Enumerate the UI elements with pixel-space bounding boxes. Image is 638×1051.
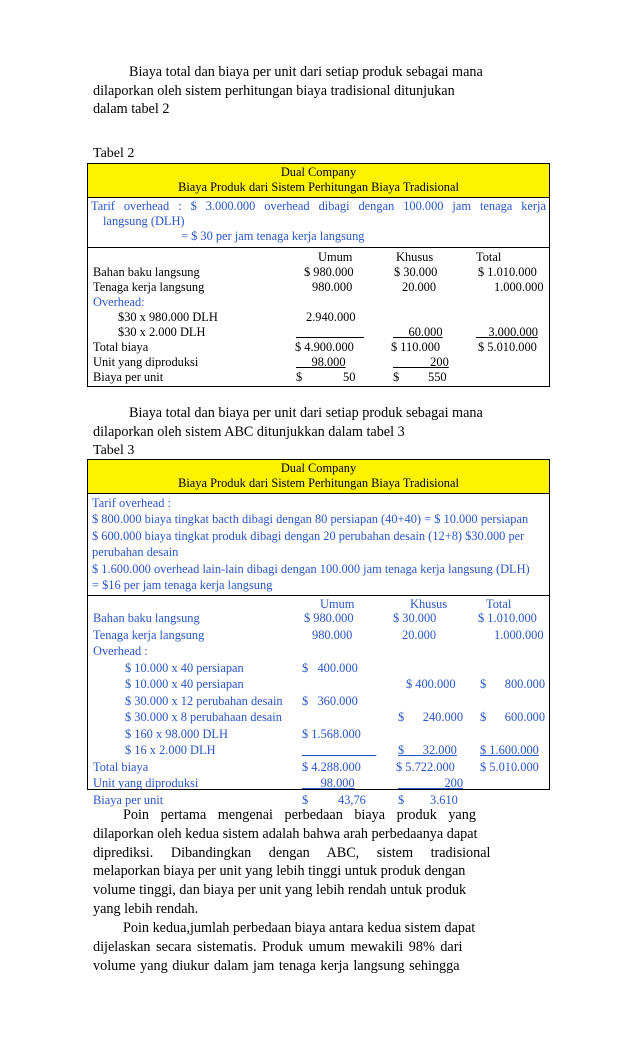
- para3-line: volume tinggi, dan biaya per unit yang lebih rendah untuk produk: [93, 882, 467, 899]
- row-label: $ 16 x 2.000 DLH: [125, 743, 216, 758]
- table3-rate-line: $ 600.000 biaya tingkat produk dibagi dengan 20 perubahan desain (12+8) $30.000 per: [92, 528, 525, 543]
- table-row: [88, 325, 549, 340]
- cell-total: [476, 325, 538, 340]
- row-label: Bahan baku langsung: [93, 265, 200, 279]
- row-label: $ 30.000 x 12 perubahan desain: [125, 693, 283, 708]
- table2-rate-line-3: = $ 30 per jam tenaga kerja langsung: [181, 229, 365, 243]
- table-row: [88, 677, 549, 694]
- cell-khusus-value: 60.000: [408, 325, 443, 339]
- cell-khusus: [398, 776, 463, 791]
- table-row: [88, 355, 549, 370]
- intro-paragraph-2: [93, 404, 545, 441]
- cell-total: $ 1.600.000: [480, 743, 539, 758]
- cell-khusus: 20.000: [402, 280, 437, 294]
- intro1-line-2: dilaporkan oleh sistem perhitungan biaya tradisional ditunjukan: [93, 82, 455, 99]
- cell-khusus: 20.000: [402, 627, 437, 642]
- table-row: [88, 644, 549, 661]
- cell-khusus: $ 32.000: [398, 743, 457, 758]
- table-row: [88, 661, 549, 678]
- cell-khusus: [393, 325, 443, 340]
- row-label: Biaya per unit: [93, 370, 164, 384]
- table-row: [88, 280, 549, 295]
- cell-khusus-value: 200: [430, 355, 449, 369]
- intro-paragraph-1: [93, 63, 545, 119]
- col-umum: Umum: [318, 250, 353, 264]
- para3-line: dilaporkan oleh kedua sistem adalah bahwa arah perbedaanya dapat: [93, 825, 478, 842]
- cell-total: $ 800.000: [480, 677, 546, 692]
- row-label: Biaya per unit: [93, 792, 164, 807]
- row-label: Unit yang diproduksi: [93, 355, 199, 369]
- row-label: Overhead:: [93, 295, 145, 309]
- row-label: $30 x 980.000 DLH: [118, 310, 218, 324]
- row-label: Tenaga kerja langsung: [93, 627, 205, 642]
- col-khusus: Khusus: [396, 250, 434, 264]
- intro1-line-1: Biaya total dan biaya per unit dari setiap produk sebagai mana: [129, 64, 483, 80]
- cell-khusus-value: 200: [444, 776, 464, 791]
- row-label: Total biaya: [93, 340, 149, 354]
- table3-label: Tabel 3: [93, 443, 135, 458]
- table-row: [88, 710, 549, 727]
- body-paragraph-2: [93, 919, 545, 975]
- cell-umum: $ 400.000: [302, 660, 358, 675]
- table2-rate-line-1: Tarif overhead : $ 3.000.000 overhead dibagi dengan 100.000 jam tenaga kerja: [91, 199, 546, 213]
- cell-umum: $ 4.288.000: [302, 759, 361, 774]
- cell-total: 1.000.000: [494, 627, 544, 642]
- row-label: $ 160 x 98.000 DLH: [125, 726, 228, 741]
- cell-khusus-currency: $: [393, 370, 400, 384]
- cell-umum-value: 98.000: [320, 776, 355, 791]
- cell-umum-currency: $: [302, 792, 309, 807]
- cell-khusus: $ 110.000: [391, 340, 441, 354]
- row-label: $ 10.000 x 40 persiapan: [125, 660, 244, 675]
- table-row: [88, 760, 549, 777]
- row-label: Overhead :: [93, 644, 148, 659]
- cell-umum: $ 980.000: [304, 611, 354, 626]
- cell-umum-currency: $: [296, 370, 303, 384]
- cell-umum: $ 980.000: [304, 265, 354, 279]
- table2-rate-line-2: langsung (DLH): [103, 214, 185, 228]
- para4-line: Poin kedua,jumlah perbedaan biaya antara kedua sistem dapat: [123, 920, 476, 936]
- cell-umum-underline: [296, 325, 364, 340]
- table3-rate-line: perubahan desain: [92, 545, 179, 560]
- cell-khusus: 3.610: [430, 792, 458, 807]
- para3-line: diprediksi. Dibandingkan dengan ABC, sistem tradisional: [93, 844, 491, 861]
- row-label: Bahan baku langsung: [93, 611, 200, 626]
- cell-umum: $ 360.000: [302, 693, 358, 708]
- cell-khusus: $ 30.000: [394, 265, 438, 279]
- table3-body: [88, 596, 549, 809]
- intro1-line-3: dalam tabel 2: [93, 101, 170, 118]
- col-total: Total: [476, 250, 502, 264]
- cell-total: $ 5.010.000: [478, 340, 537, 354]
- cell-umum: 980.000: [312, 627, 353, 642]
- table2-rate: [88, 198, 549, 248]
- table3-company: Dual Company: [280, 461, 357, 475]
- cell-khusus: [393, 355, 449, 370]
- cell-total: $ 600.000: [480, 710, 546, 725]
- cell-khusus: 550: [428, 370, 447, 384]
- cell-khusus: $ 240.000: [398, 710, 464, 725]
- cell-umum: 43,76: [338, 792, 366, 807]
- row-label: $ 30.000 x 8 perubahaan desain: [125, 710, 282, 725]
- table2-header: [88, 164, 549, 198]
- cell-total: $ 1.010.000: [478, 265, 537, 279]
- cell-khusus: $ 5.722.000: [396, 759, 455, 774]
- cell-umum: $ 1.568.000: [302, 726, 361, 741]
- row-label: Total biaya: [93, 759, 149, 774]
- para3-line: yang lebih rendah.: [93, 900, 199, 917]
- row-label: $30 x 2.000 DLH: [118, 325, 206, 339]
- table-row: [88, 310, 549, 325]
- table3-rate: [88, 494, 549, 596]
- para3-line: melaporkan biaya per unit yang lebih tinggi untuk produk dengan: [93, 863, 466, 880]
- cell-umum: [296, 355, 346, 370]
- cell-umum-underline: [302, 743, 376, 758]
- table3-rate-line: $ 1.600.000 overhead lain-lain dibagi dengan 100.000 jam tenaga kerja langsung (DLH): [92, 561, 530, 576]
- table3-subtitle: Biaya Produk dari Sistem Perhitungan Biaya Tradisional: [178, 476, 459, 490]
- intro2-line-2: dilaporkan oleh sistem ABC ditunjukkan dalam tabel 3: [93, 423, 405, 440]
- row-label: $ 10.000 x 40 persiapan: [125, 677, 244, 692]
- table3-header: [88, 460, 549, 494]
- table-row: [88, 628, 549, 645]
- table3-rate-line: $ 800.000 biaya tingkat bacth dibagi dengan 80 persiapan (40+40) = $ 10.000 persiapan: [92, 512, 529, 527]
- body-paragraph-1: [93, 806, 545, 919]
- row-label: Unit yang diproduksi: [93, 776, 199, 791]
- cell-total: $ 1.010.000: [478, 611, 537, 626]
- cell-umum: 980.000: [312, 280, 353, 294]
- table3-column-headers: [88, 597, 549, 611]
- para3-line: Poin pertama mengenai perbedaan biaya produk yang: [123, 807, 476, 823]
- para4-line: volume yang diukur dalam jam tenaga kerja langsung sehingga: [93, 957, 460, 974]
- table3-rate-line: Tarif overhead :: [92, 496, 171, 510]
- table2-label: Tabel 2: [93, 146, 135, 161]
- col-khusus: Khusus: [410, 597, 448, 612]
- table2-company: Dual Company: [280, 165, 357, 179]
- table3-rate-line: = $16 per jam tenaga kerja langsung: [92, 578, 273, 593]
- cell-umum: 2.940.000: [306, 310, 356, 324]
- table-row: [88, 727, 549, 744]
- table-row: [88, 295, 549, 310]
- row-label: Tenaga kerja langsung: [93, 280, 205, 294]
- table2-column-headers: [88, 250, 549, 265]
- table-row: [88, 776, 549, 793]
- cell-total: 1.000.000: [494, 280, 544, 294]
- cell-umum-value: 98.000: [311, 355, 346, 369]
- table2-body: [88, 248, 549, 385]
- cell-total-value: 3.000.000: [488, 325, 538, 339]
- table-row: [88, 340, 549, 355]
- para4-line: dijelaskan secara sistematis. Produk umum mewakili 98% dari: [93, 938, 463, 955]
- cell-umum: $ 4.900.000: [295, 340, 354, 354]
- table-row: [88, 611, 549, 628]
- table-2: [87, 163, 550, 387]
- cell-khusus: $ 30.000: [393, 611, 437, 626]
- intro2-line-1: Biaya total dan biaya per unit dari setiap produk sebagai mana: [129, 405, 483, 421]
- table2-subtitle: Biaya Produk dari Sistem Perhitungan Biaya Tradisional: [178, 180, 459, 194]
- cell-umum: 50: [343, 370, 356, 384]
- table-row: [88, 370, 549, 385]
- table-row: [88, 694, 549, 711]
- col-umum: Umum: [320, 597, 355, 612]
- cell-umum: [302, 776, 355, 791]
- table-row: [88, 265, 549, 280]
- cell-khusus: $ 400.000: [406, 677, 456, 692]
- table-row: [88, 743, 549, 760]
- table-3: [87, 459, 550, 807]
- cell-total: $ 5.010.000: [480, 759, 539, 774]
- cell-khusus-currency: $: [398, 792, 405, 807]
- col-total: Total: [486, 597, 512, 612]
